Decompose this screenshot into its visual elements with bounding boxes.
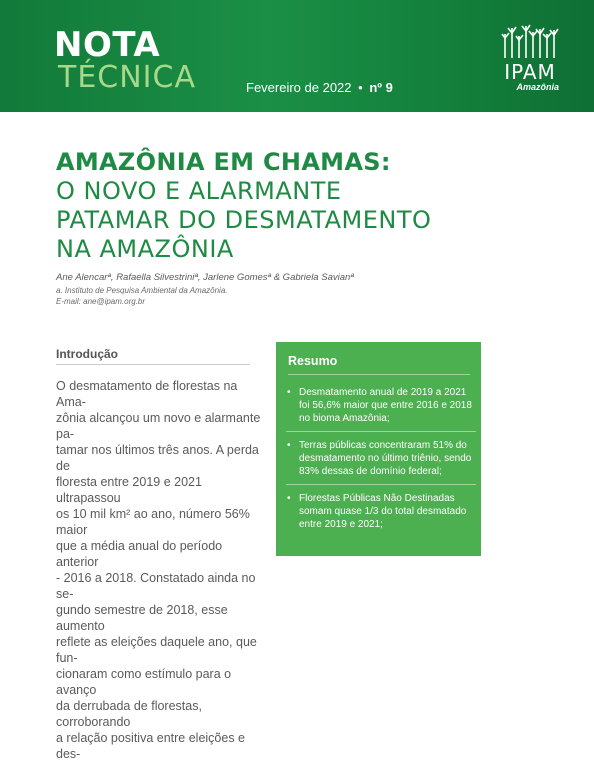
header-title-tecnica: TÉCNICA xyxy=(58,60,196,95)
resumo-item-text: Terras públicas concentraram 51% do desmatamento no último triênio, sendo 83% dessas de domínio federal; xyxy=(299,440,472,477)
intro-line: reflete as eleições daquele ano, que fun- xyxy=(56,635,257,665)
logo-text: IPAM xyxy=(504,60,556,84)
resumo-item-text: Desmatamento anual de 2019 a 2021 foi 56,6% maior que entre 2016 e 2018 no bioma Amazônia; xyxy=(299,387,472,424)
section-divider xyxy=(56,364,250,365)
edition-separator: • xyxy=(358,80,363,95)
document-title xyxy=(56,148,431,264)
edition-info xyxy=(246,80,393,95)
intro-heading: Introdução xyxy=(56,347,118,361)
bullet-icon: • xyxy=(287,493,291,504)
intro-line: da derrubada de florestas, corroborando xyxy=(56,699,202,729)
intro-line: gundo semestre de 2018, esse aumento xyxy=(56,603,228,633)
header-banner xyxy=(0,0,594,112)
intro-line: cionaram como estímulo para o avanço xyxy=(56,667,232,697)
resumo-divider xyxy=(288,374,470,375)
intro-paragraph xyxy=(56,378,264,762)
title-sub-line1: O NOVO E ALARMANTE xyxy=(56,177,342,205)
title-sub-line3: NA AMAZÔNIA xyxy=(56,235,234,263)
resumo-list xyxy=(286,386,476,544)
edition-number: nº 9 xyxy=(369,80,393,95)
title-sub-line2: PATAMAR DO DESMATAMENTO xyxy=(56,206,432,234)
header-title-nota: NOTA xyxy=(54,25,161,65)
authors: Ane Alencarª, Rafaella Silvestriniª, Jarlene Gomesª & Gabriela Savianª xyxy=(56,272,354,283)
intro-line: tamar nos últimos três anos. A perda de xyxy=(56,443,259,473)
resumo-item xyxy=(286,439,476,485)
intro-line: que a média anual do período anterior xyxy=(56,539,223,569)
contact-email[interactable]: E-mail: ane@ipam.org.br xyxy=(56,297,146,306)
bullet-icon: • xyxy=(287,387,291,398)
bullet-icon: • xyxy=(287,440,291,451)
intro-line: - 2016 a 2018. Constatado ainda no se- xyxy=(56,571,256,601)
intro-line: os 10 mil km² ao ano, número 56% maior xyxy=(56,507,250,537)
resumo-item-text: Florestas Públicas Não Destinadas somam quase 1/3 do total desmatado entre 2019 e 2021; xyxy=(299,493,467,530)
intro-line: zônia alcançou um novo e alarmante pa- xyxy=(56,411,261,441)
resumo-heading: Resumo xyxy=(288,354,338,368)
resumo-item xyxy=(286,386,476,432)
resumo-box xyxy=(276,342,481,556)
intro-line: a relação positiva entre eleições e des- xyxy=(56,731,246,761)
affiliation: a. Instituto de Pesquisa Ambiental da Amazônia. xyxy=(56,286,228,295)
logo-subtext: Amazônia xyxy=(516,82,559,92)
forest-icon xyxy=(501,24,559,58)
intro-line: floresta entre 2019 e 2021 ultrapassou xyxy=(56,475,202,505)
ipam-logo xyxy=(497,24,563,94)
resumo-item xyxy=(286,492,476,537)
title-main: AMAZÔNIA EM CHAMAS: xyxy=(56,148,391,176)
edition-date: Fevereiro de 2022 xyxy=(246,80,352,95)
intro-line: O desmatamento de florestas na Ama- xyxy=(56,379,238,409)
